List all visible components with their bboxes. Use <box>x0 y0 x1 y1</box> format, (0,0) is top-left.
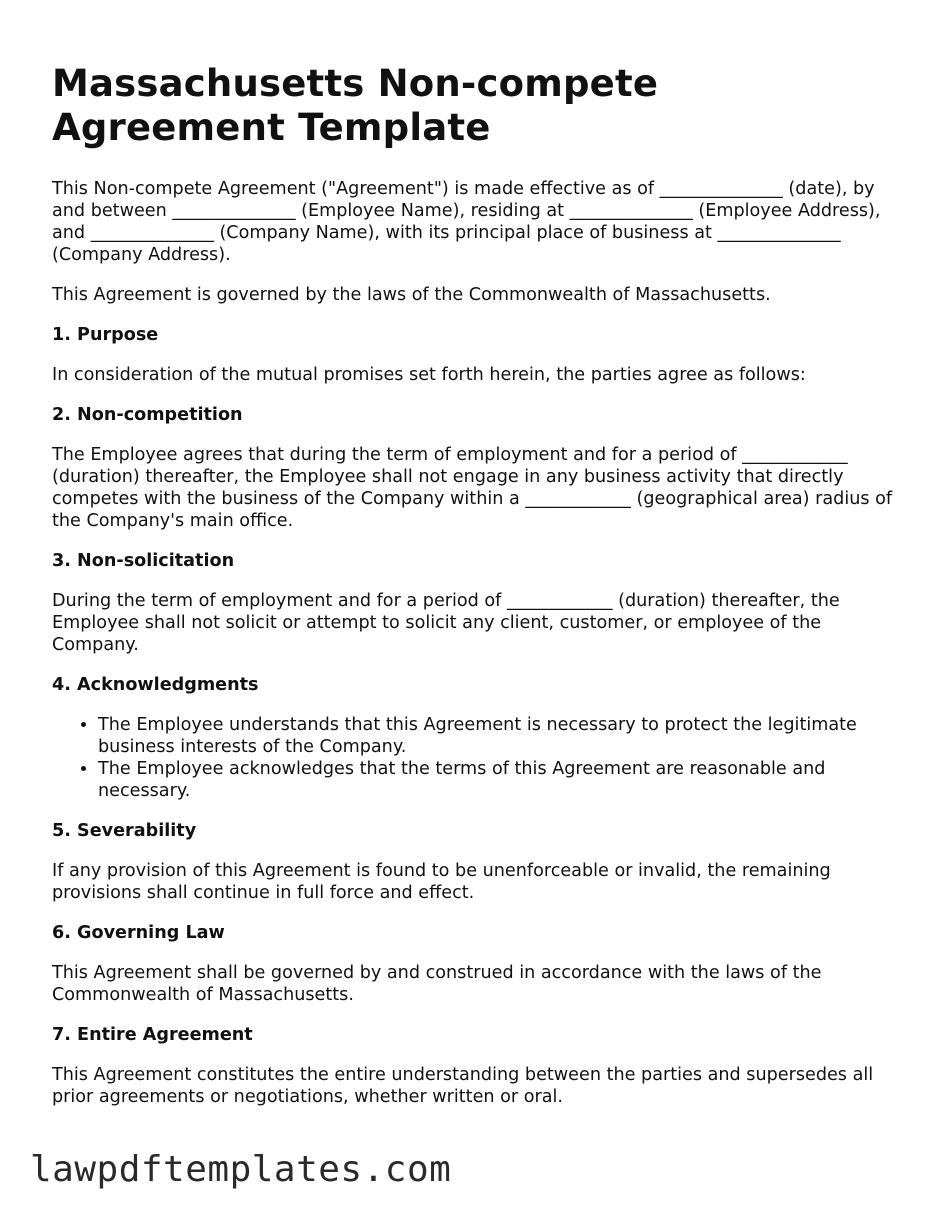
governed-statement: This Agreement is governed by the laws of the Commonwealth of Massachusetts. <box>52 285 771 305</box>
section-governing-law-heading: 6. Governing Law <box>52 923 225 943</box>
section-entire-agreement-heading: 7. Entire Agreement <box>52 1025 253 1045</box>
section-severability-text: If any provision of this Agreement is found to be unenforceable or invalid, the remaining provisions shall continue in full force and effect. <box>52 861 831 903</box>
acknowledgments-list <box>52 714 898 802</box>
document-page <box>52 62 898 1126</box>
section-severability-heading: 5. Severability <box>52 821 197 841</box>
document-title: Massachusetts Non-compete Agreement Template <box>52 62 659 149</box>
section-entire-agreement-text: This Agreement constitutes the entire understanding between the parties and supersedes all prior agreements or negotiations, whether written or oral. <box>52 1065 874 1107</box>
intro-paragraph: This Non-compete Agreement ("Agreement") is made effective as of ______________ (date), by and between ______________ (Employee Name), residing at ______________ (Employee Address), and ______________ (Company Name), with its principal place of business at ______________ (Company Address). <box>52 179 881 265</box>
section-noncompetition-heading: 2. Non-competition <box>52 405 243 425</box>
section-acknowledgments-heading: 4. Acknowledgments <box>52 675 259 695</box>
site-watermark: lawpdftemplates.com <box>30 1149 452 1190</box>
section-purpose-text: In consideration of the mutual promises set forth herein, the parties agree as follows: <box>52 365 806 385</box>
list-item: • The Employee understands that this Agreement is necessary to protect the legitimate business interests of the Company. <box>98 714 898 758</box>
section-governing-law-text: This Agreement shall be governed by and construed in accordance with the laws of the Commonwealth of Massachusetts. <box>52 963 822 1005</box>
section-nonsolicitation-heading: 3. Non-solicitation <box>52 551 235 571</box>
list-item: • The Employee acknowledges that the terms of this Agreement are reasonable and necessary. <box>98 758 898 802</box>
section-noncompetition-text: The Employee agrees that during the term of employment and for a period of ____________ (duration) thereafter, the Employee shall not engage in any business activity that directly competes with the business of the Company within a ____________ (geographical area) radius of the Company's main office. <box>52 445 893 531</box>
section-purpose-heading: 1. Purpose <box>52 325 159 345</box>
section-nonsolicitation-text: During the term of employment and for a period of ____________ (duration) thereafter, the Employee shall not solicit or attempt to solicit any client, customer, or employee of the Company. <box>52 591 840 655</box>
